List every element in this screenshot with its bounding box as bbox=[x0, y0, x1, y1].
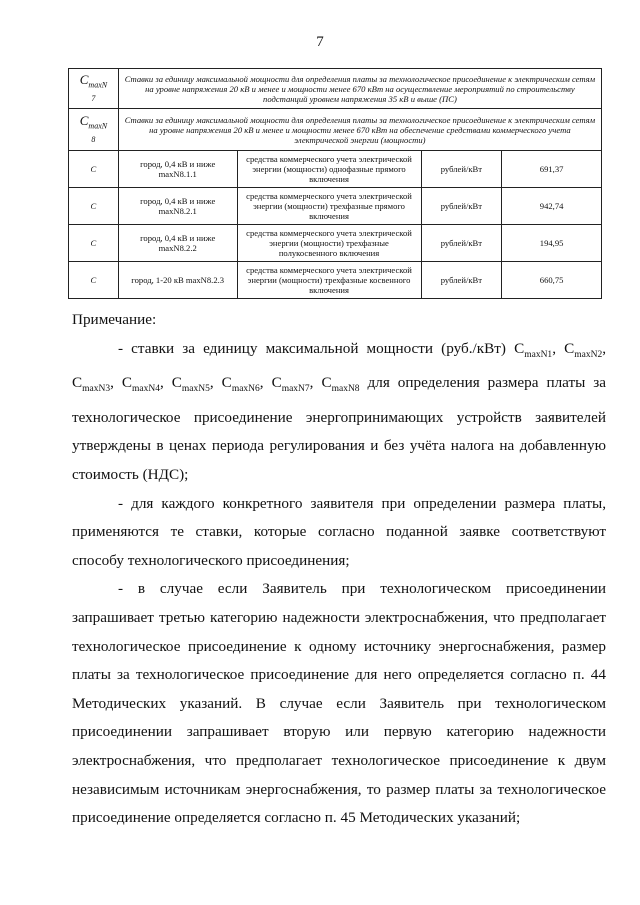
code-subscript: maxN bbox=[88, 80, 108, 90]
note-paragraph bbox=[72, 335, 606, 490]
rate-symbol: С bbox=[69, 225, 119, 262]
rate-symbol: С bbox=[69, 188, 119, 225]
table-header-row bbox=[69, 109, 602, 151]
unit-cell: рублей/кВт bbox=[421, 188, 502, 225]
rate-description: Ставки за единицу максимальной мощности для определения платы за технологическое присоединение к электрическим сетям на уровне напряжения 20 кВ и менее и мощности менее 670 кВт на обеспечение средствами коммерческого учета электрической энергии (мощности) bbox=[118, 109, 601, 151]
rate-symbol: С bbox=[69, 151, 119, 188]
meter-description: средства коммерческого учета электрической энергии (мощности) трехфазные косвенного включения bbox=[237, 262, 421, 299]
unit-cell: рублей/кВт bbox=[421, 225, 502, 262]
tariff-table bbox=[68, 68, 602, 299]
code-number: 8 bbox=[91, 135, 96, 145]
value-cell: 691,37 bbox=[502, 151, 602, 188]
table-header-row bbox=[69, 69, 602, 109]
table-row bbox=[69, 188, 602, 225]
location-cell: город, 0,4 кВ и ниже maxN8.2.2 bbox=[118, 225, 237, 262]
note-rest: для определения размера платы за технологическое присоединение энергопринимающих устройств заявителей утверждены в ценах периода регулирования и без учёта налога на добавленную стоимость (НДС); bbox=[72, 374, 607, 484]
rate-description: Ставки за единицу максимальной мощности для определения платы за технологическое присоединение к электрическим сетям на уровне напряжения 20 кВ и менее и мощности менее 670 кВт на осуществление мероприятий по строительству подстанций уровнем напряжения 35 кВ и выше (ПС) bbox=[118, 69, 601, 109]
meter-description: средства коммерческого учета электрической энергии (мощности) однофазные прямого включения bbox=[237, 151, 421, 188]
rate-symbol-list: $C_{maxN1}$, $C_{maxN2}$, $C_{maxN3}$, $C_{maxN4}$, $C_{maxN5}$, $C_{maxN6}$, $C_{maxN7}$, $C_{maxN8}$ bbox=[72, 339, 606, 395]
location-cell: город, 0,4 кВ и ниже maxN8.1.1 bbox=[118, 151, 237, 188]
table-row bbox=[69, 151, 602, 188]
page-number: 7 bbox=[316, 34, 324, 50]
rate-symbol-subscript: maxN5 bbox=[181, 384, 210, 395]
code-subscript: maxN bbox=[88, 121, 108, 131]
value-cell: 660,75 bbox=[502, 262, 602, 299]
code-cell: $C_{maxN}$ 7 bbox=[69, 69, 119, 109]
note-paragraph: - для каждого конкретного заявителя при определении размера платы, применяются те ставки, которые согласно поданной заявке соответствуют способу технологического присоединения; bbox=[72, 494, 606, 569]
notes-title: Примечание: bbox=[72, 311, 157, 328]
rate-symbol: С bbox=[69, 262, 119, 299]
rate-symbol-subscript: maxN6 bbox=[231, 384, 260, 395]
rate-symbol-subscript: maxN4 bbox=[132, 384, 160, 395]
rate-symbol: $C_{maxN4}$ bbox=[121, 374, 160, 395]
location-cell: город, 0,4 кВ и ниже maxN8.2.1 bbox=[118, 188, 237, 225]
value-cell: 942,74 bbox=[502, 188, 602, 225]
rate-symbol: $C_{maxN3}$ bbox=[72, 374, 111, 395]
rate-symbol: $C_{maxN7}$ bbox=[271, 374, 310, 395]
note-paragraph: - в случае если Заявитель при технологическом присоединении запрашивает третью категорию надежности электроснабжения, что предполагает технологическое присоединение к одному источнику энергоснабжения, размер платы за технологическое присоединение для него определяется согласно п. 44 Методических указаний. В случае если Заявитель при технологическом присоединении запрашивает вторую или первую категорию надежности электроснабжения, что предполагает технологическое присоединение к двум независимым источникам энергоснабжения, то размер платы за технологическое присоединение определяется согласно п. 45 Методических указаний; bbox=[72, 580, 606, 827]
notes-section bbox=[72, 306, 606, 833]
rate-symbol-subscript: maxN7 bbox=[281, 384, 310, 395]
rate-symbol-subscript: maxN8 bbox=[331, 384, 360, 395]
rate-symbol-subscript: maxN3 bbox=[82, 384, 111, 395]
rate-symbol: $C_{maxN8}$ bbox=[321, 374, 360, 395]
rate-symbol: $C_{maxN6}$ bbox=[221, 374, 260, 395]
table-row bbox=[69, 225, 602, 262]
rate-symbol: $C_{maxN1}$ bbox=[514, 339, 553, 360]
unit-cell: рублей/кВт bbox=[421, 262, 502, 299]
code-cell: $C_{maxN}$ 8 bbox=[69, 109, 119, 151]
rate-symbol: $C_{maxN2}$ bbox=[564, 339, 603, 360]
code-number: 7 bbox=[91, 94, 96, 104]
meter-description: средства коммерческого учета электрической энергии (мощности) трехфазные прямого включения bbox=[237, 188, 421, 225]
rate-symbol-subscript: maxN1 bbox=[524, 349, 553, 360]
note-intro: - ставки за единицу максимальной мощности (руб./кВт) bbox=[118, 339, 515, 357]
table-row bbox=[69, 262, 602, 299]
rate-symbol-subscript: maxN2 bbox=[574, 349, 603, 360]
meter-description: средства коммерческого учета электрической энергии (мощности) трехфазные полукосвенного включения bbox=[237, 225, 421, 262]
unit-cell: рублей/кВт bbox=[421, 151, 502, 188]
rate-symbol: $C_{maxN5}$ bbox=[171, 374, 210, 395]
location-cell: город, 1-20 кВ maxN8.2.3 bbox=[118, 262, 237, 299]
value-cell: 194,95 bbox=[502, 225, 602, 262]
